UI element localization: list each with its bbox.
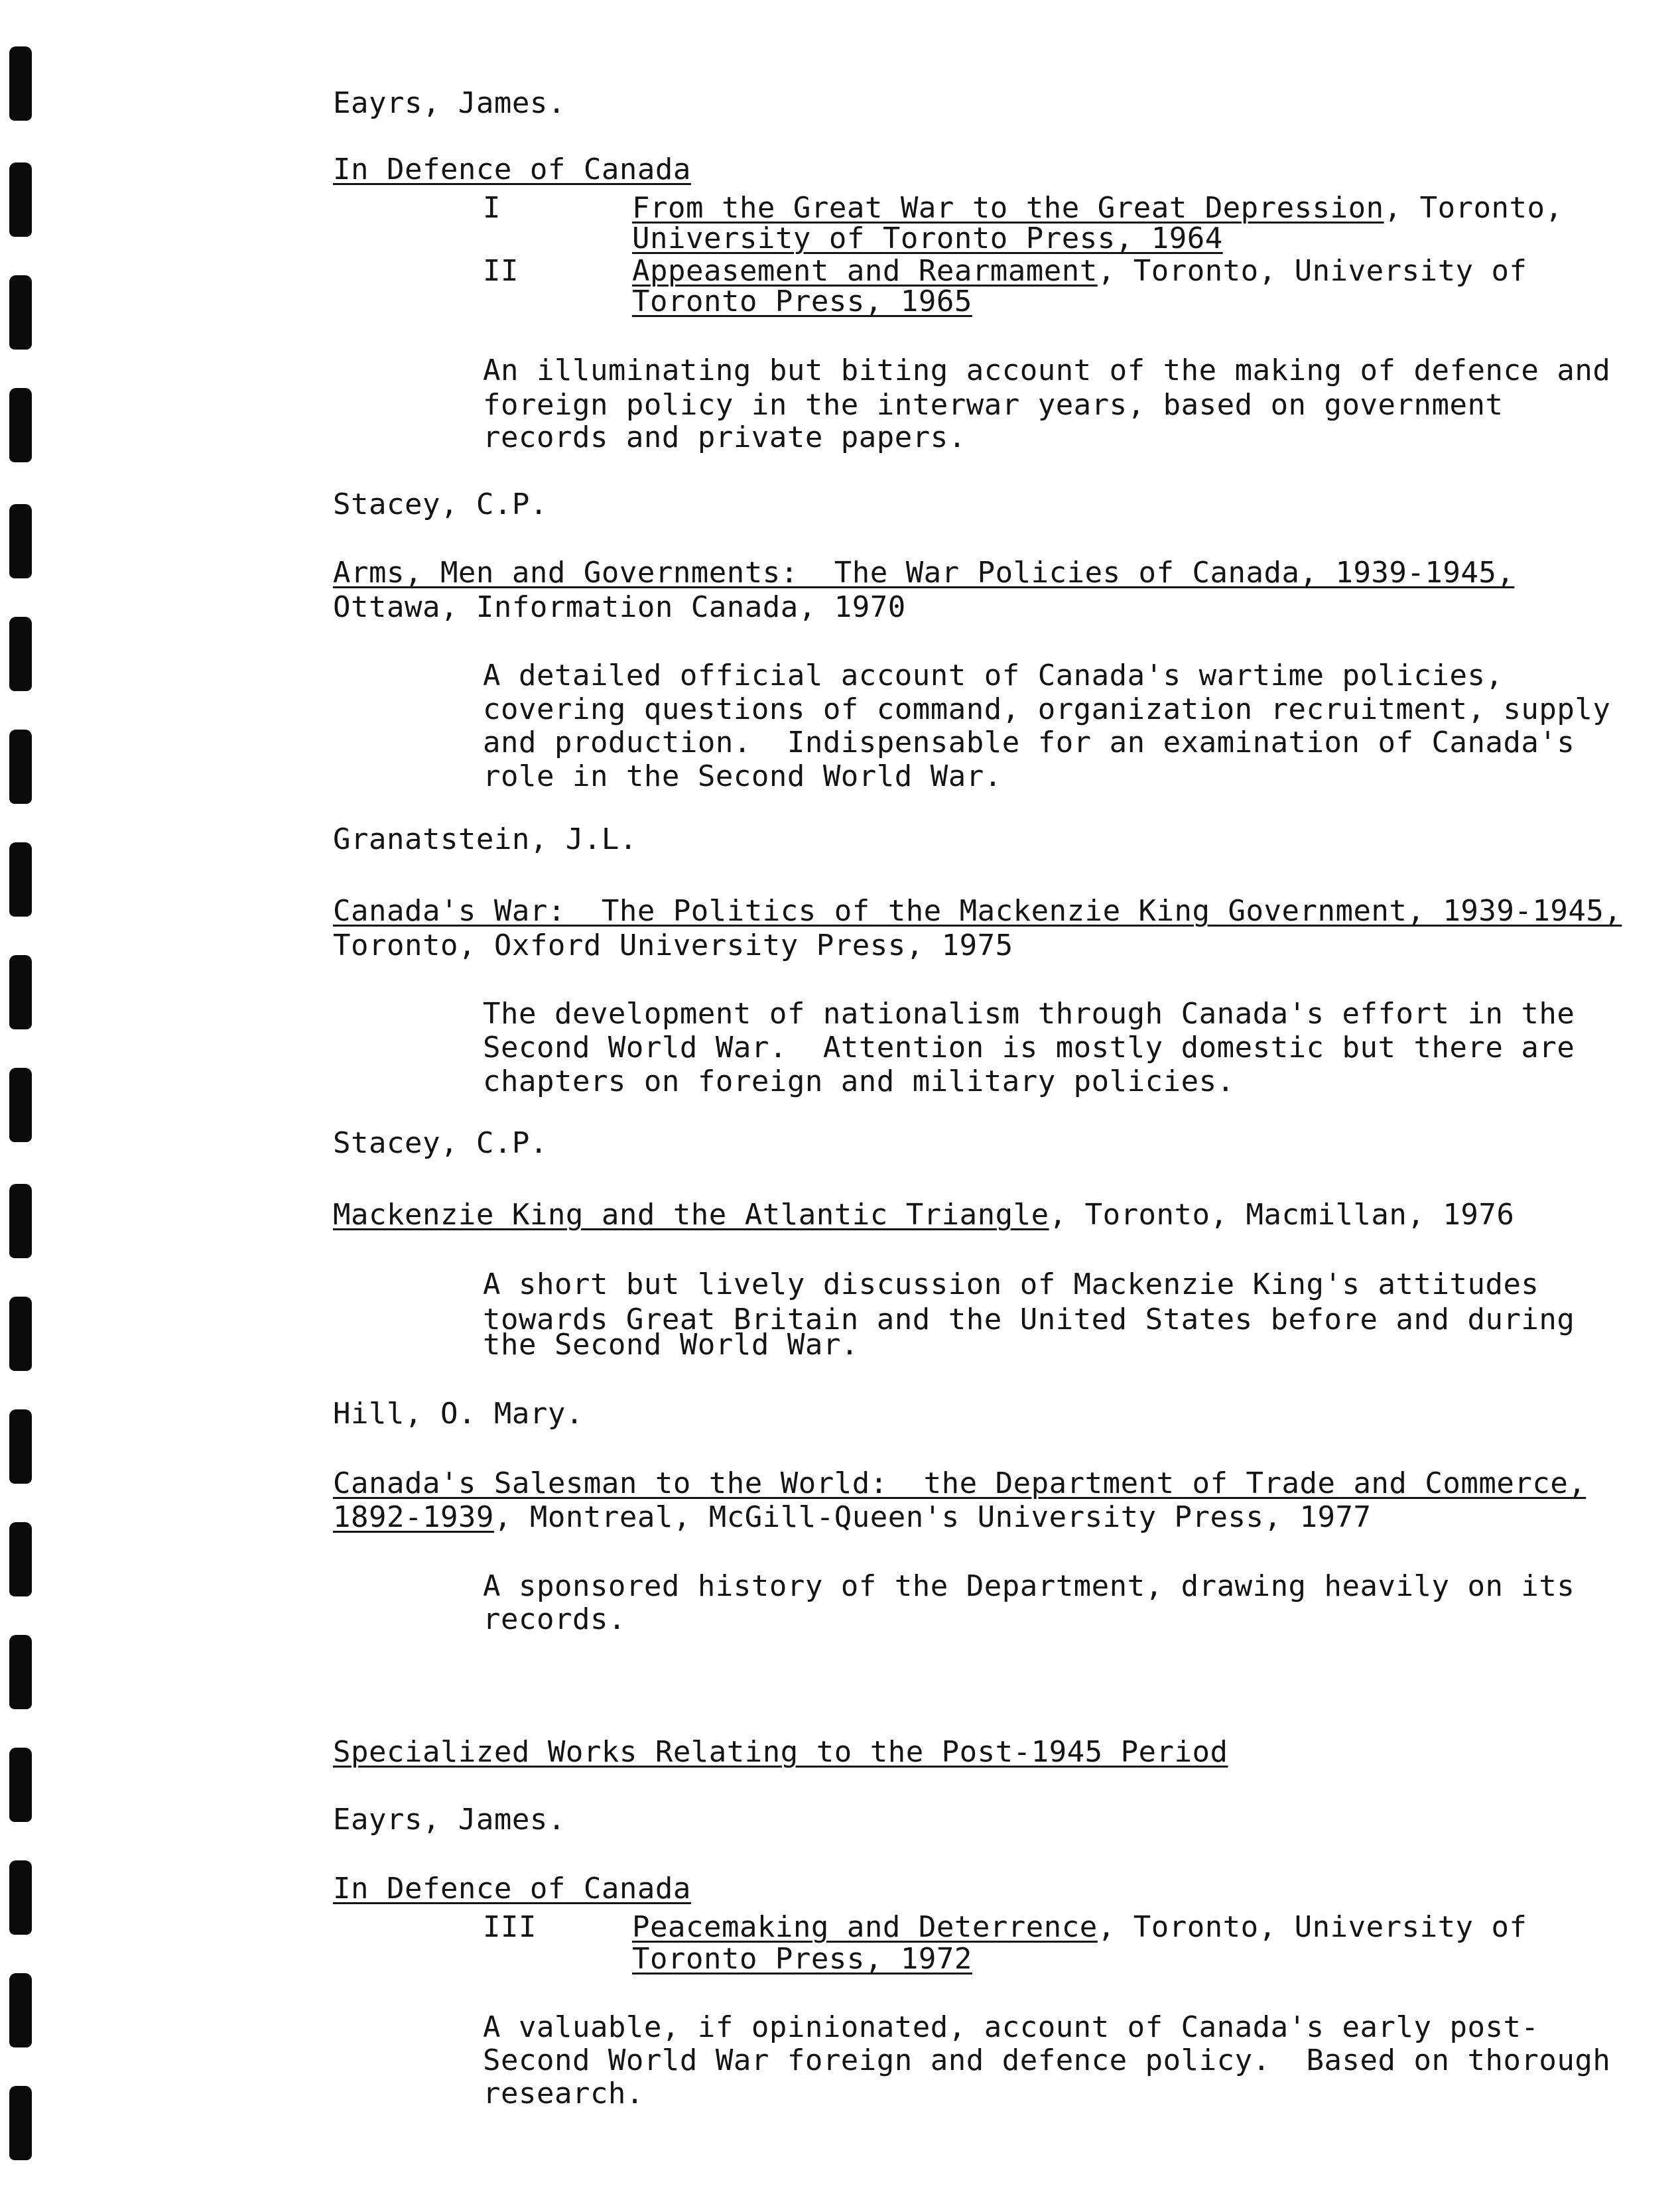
annotation-line: A short but lively discussion of Mackenzie King's attitudes — [483, 1267, 1539, 1301]
binder-hole — [9, 842, 32, 917]
annotation-line: An illuminating but biting account of the making of defence and — [483, 354, 1611, 387]
annotation-line: A valuable, if opinionated, account of Canada's early post- — [483, 2010, 1539, 2044]
annotation-line: and production. Indispensable for an examination of Canada's — [483, 726, 1575, 759]
publication-info: Toronto, Oxford University Press, 1975 — [333, 929, 1013, 962]
annotation-line: the Second World War. — [483, 1328, 859, 1362]
annotation-line: chapters on foreign and military policies. — [483, 1065, 1235, 1098]
volume-citation-continued: Toronto Press, 1965 — [632, 285, 972, 318]
publication-info: Ottawa, Information Canada, 1970 — [333, 590, 906, 624]
annotation-line: covering questions of command, organization recruitment, supply — [483, 692, 1611, 726]
volume-citation — [632, 255, 1527, 287]
book-title: Canada's War: The Politics of the Mackenzie King Government, 1939-1945, — [333, 894, 1622, 928]
book-title-continued: 1892-1939 — [333, 1500, 494, 1534]
series-title: In Defence of Canada — [333, 153, 691, 186]
annotation-line: foreign policy in the interwar years, based on government — [483, 388, 1504, 422]
binder-hole — [9, 1409, 32, 1484]
volume-publisher: , Toronto, — [1384, 191, 1563, 225]
binder-hole — [9, 730, 32, 804]
author-name: Hill, O. Mary. — [333, 1397, 584, 1431]
section-heading: Specialized Works Relating to the Post-1945 Period — [333, 1735, 1228, 1769]
binder-hole — [9, 2086, 32, 2160]
book-title: Mackenzie King and the Atlantic Triangle — [333, 1198, 1049, 1232]
volume-citation-continued: Toronto Press, 1972 — [632, 1942, 972, 1976]
publication-info: , Montreal, McGill-Queen's University Press, 1977 — [493, 1500, 1372, 1534]
binder-hole — [9, 617, 32, 691]
author-name: Eayrs, James. — [333, 1803, 566, 1837]
binder-hole — [9, 1297, 32, 1371]
annotation-line: research. — [483, 2077, 644, 2110]
binder-hole — [9, 388, 32, 462]
binder-hole — [9, 46, 32, 121]
binder-hole — [9, 162, 32, 237]
author-name: Granatstein, J.L. — [333, 822, 637, 856]
book-title: Canada's Salesman to the World: the Department of Trade and Commerce, — [333, 1466, 1586, 1500]
annotation-line: A sponsored history of the Department, drawing heavily on its — [483, 1569, 1575, 1603]
annotation-line: The development of nationalism through Canada's effort in the — [483, 997, 1575, 1031]
binder-hole — [9, 504, 32, 578]
binder-hole — [9, 1184, 32, 1258]
annotation-line: records. — [483, 1602, 626, 1636]
volume-citation — [632, 192, 1563, 224]
binder-hole — [9, 275, 32, 350]
volume-number: II — [483, 254, 519, 288]
binder-hole — [9, 1860, 32, 1935]
publication-info: , Toronto, Macmillan, 1976 — [1049, 1198, 1515, 1232]
volume-citation — [632, 1911, 1527, 1943]
book-title: Arms, Men and Governments: The War Policies of Canada, 1939-1945, — [333, 556, 1515, 590]
binder-hole — [9, 1973, 32, 2047]
annotation-line: Second World War. Attention is mostly domestic but there are — [483, 1031, 1575, 1065]
book-citation — [333, 1502, 1371, 1533]
binder-hole — [9, 1522, 32, 1596]
binder-hole — [9, 1068, 32, 1142]
annotation-line: role in the Second World War. — [483, 759, 1002, 793]
annotation-line: towards Great Britain and the United States before and during — [483, 1303, 1575, 1336]
book-citation — [333, 1199, 1514, 1231]
annotation-line: A detailed official account of Canada's wartime policies, — [483, 659, 1504, 692]
volume-publisher: , Toronto, University of — [1097, 1910, 1527, 1944]
volume-title: From the Great War to the Great Depression — [632, 191, 1384, 225]
volume-title: Peacemaking and Deterrence — [632, 1910, 1098, 1944]
author-name: Eayrs, James. — [333, 86, 566, 120]
series-title: In Defence of Canada — [333, 1872, 691, 1906]
volume-number: I — [483, 191, 501, 225]
volume-publisher: , Toronto, University of — [1097, 254, 1527, 288]
annotation-line: records and private papers. — [483, 421, 966, 454]
author-name: Stacey, C.P. — [333, 1126, 548, 1160]
binder-hole — [9, 1748, 32, 1822]
volume-number: III — [483, 1910, 537, 1944]
author-name: Stacey, C.P. — [333, 487, 548, 521]
binder-hole — [9, 955, 32, 1029]
binder-hole — [9, 1635, 32, 1709]
volume-citation-continued: University of Toronto Press, 1964 — [632, 222, 1223, 255]
annotation-line: Second World War foreign and defence policy. Based on thorough — [483, 2043, 1611, 2077]
volume-title: Appeasement and Rearmament — [632, 254, 1098, 288]
